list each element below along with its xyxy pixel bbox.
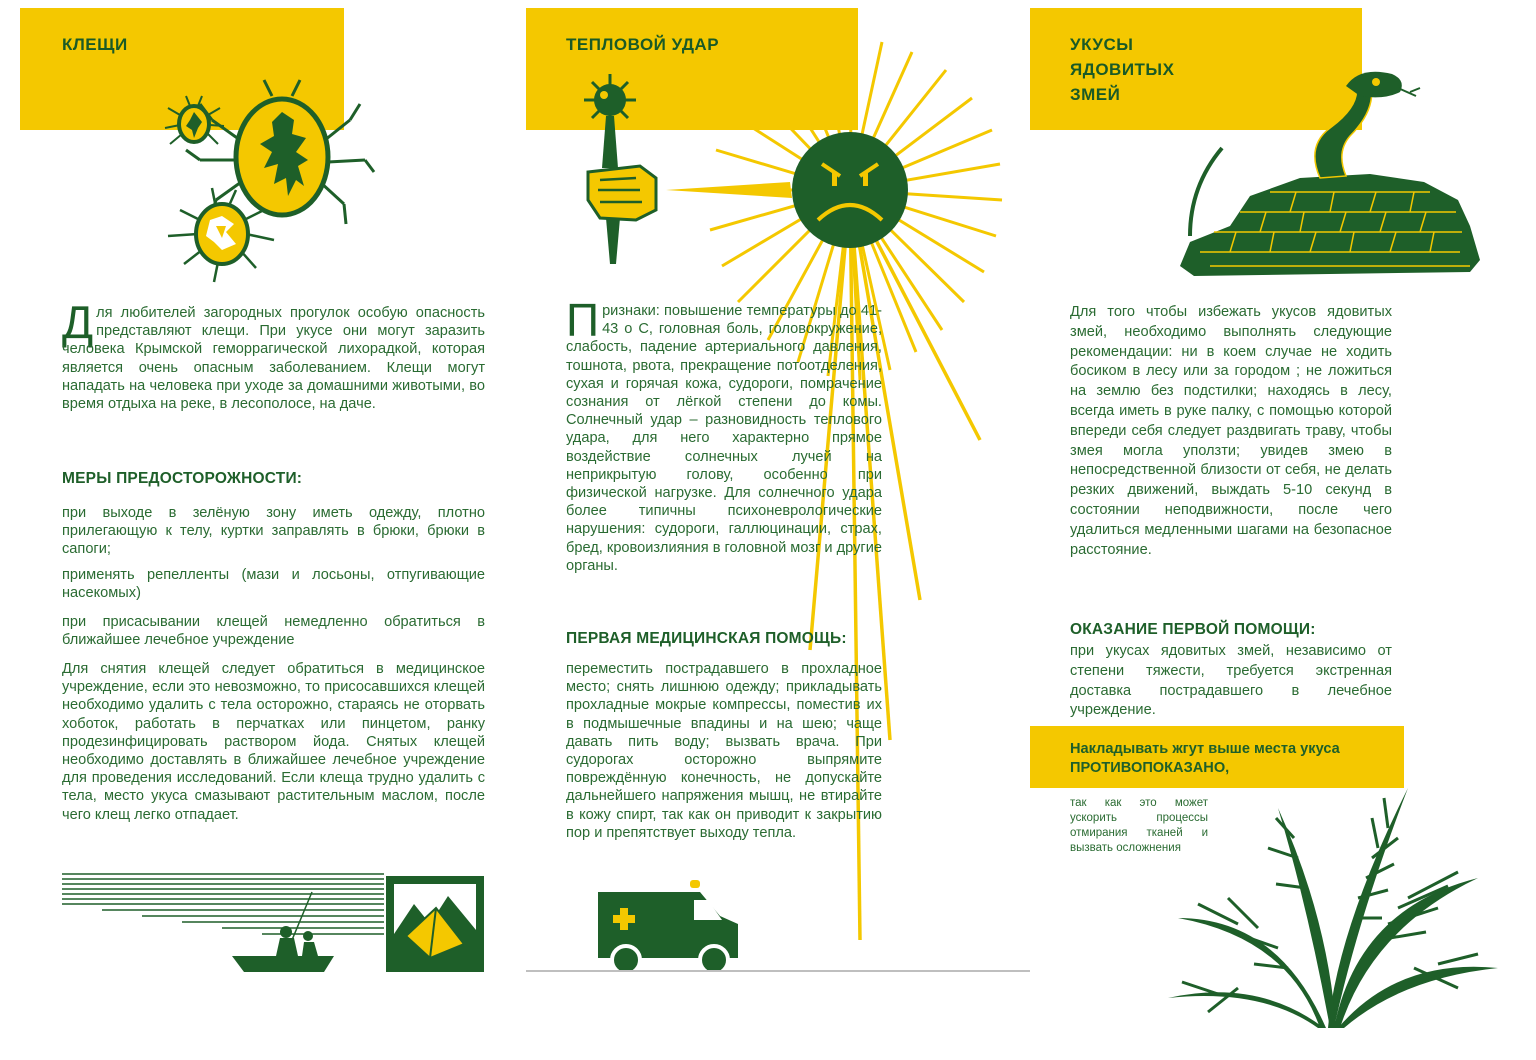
snakes-title-line-1: УКУСЫ	[1070, 35, 1134, 54]
coiled-snake-illustration	[1170, 66, 1488, 286]
heatstroke-title: ТЕПЛОВОЙ УДАР	[566, 35, 720, 54]
ticks-intro-dropcap: Д	[62, 296, 94, 348]
precautions-heading: МЕРЫ ПРЕДОСТОРОЖНОСТИ:	[62, 470, 303, 487]
heatstroke-first-aid-heading: ПЕРВАЯ МЕДИЦИНСКАЯ ПОМОЩЬ:	[566, 630, 847, 647]
ticks-intro-text: ля любителей загородных прогулок особую опасность представляют клещи. При укусе они могут заразить человека Крымской геморрагической лихорадкой, которая является очень опасным заболеванием. Клещи могут нападать на человека при уходе за домашними животыми, во время отдыха на реке, в лесополосе, на даче.	[62, 305, 485, 413]
tourniquet-warning-note: так как это может ускорить процессы отмирания тканей и вызвать осложнения	[1070, 797, 1208, 854]
ambulance-illustration	[596, 880, 742, 976]
precaution-item-1: при выходе в зелёную зону иметь одежду, плотно прилегающую к телу, куртки заправлять в брюки, брюки в сапоги;	[62, 505, 485, 558]
fishing-boat-illustration	[62, 872, 384, 976]
snakes-intro: Для того чтобы избежать укусов ядовитых змей, необходимо выполнять следующие рекомендации: ни в коем случае не ходить босиком в лесу или за городом ; не ложиться на землю без подстилки; находясь в лесу, всегда иметь в руке палку, с помощью которой впереди себя следует раздвигать траву, чтобы змея могла уползти; увидев змею в непосредственной близости от себя, не делать резких движений, выждать 5-10 секунд в состоянии неподвижности, после чего удалиться медленными шагами на безопасное расстояние.	[1070, 304, 1392, 558]
palm-leaves-illustration	[1158, 768, 1504, 1030]
tent-illustration	[384, 874, 486, 974]
precaution-item-2: применять репелленты (мази и лосьоны, отпугивающие насекомых)	[62, 567, 485, 602]
heatstroke-intro	[566, 294, 882, 575]
bottom-rule	[526, 970, 1030, 972]
snakes-first-aid-heading: ОКАЗАНИЕ ПЕРВОЙ ПОМОЩИ:	[1070, 621, 1316, 638]
ticks-intro	[62, 296, 485, 413]
heatstroke-first-aid-text: переместить пострадавшего в прохладное место; снять лишнюю одежду; прикладывать прохладные мокрые компрессы, поместив их в подмышечные впадины и на шею; чаще давать пить воду; вызвать врача. При судорогах осторожно выпрямите повреждённую конечность, не допускайте дальнейшего напряжения мышц, не втирайте в кожу спирт, так как он приводит к закрытию пор и препятствует выходу тепла.	[566, 661, 882, 841]
ticks-illustration	[160, 60, 380, 290]
precaution-item-3: при присасывании клещей немедленно обратиться в ближайшее лечебное учреждение	[62, 614, 485, 649]
tourniquet-warning-line-1: Накладывать жгут выше места укуса	[1070, 741, 1340, 757]
tourniquet-warning-line-2: ПРОТИВОПОКАЗАНО,	[1070, 760, 1230, 776]
heatstroke-intro-text: ризнаки: повышение температуры до 41-43 о С, головная боль, головокружение, слабость, падение артериального давления, тошнота, рвота, прекращение потоотделения, сухая и горячая кожа, судороги, помрачение сознания от лёгкой степени до комы. Солнечный удар – разновидность теплового удара, для него характерно прямое воздействие солнечных лучей на неприкрытую голову, особенно при физической нагрузке. Для солнечного удара более типичны психоневрологические нарушения: судороги, галлюцинации, страх, бред, кровоизлияния в головной мозг и другие органы.	[566, 303, 882, 574]
snakes-title-line-2: ЯДОВИТЫХ	[1070, 60, 1175, 79]
snakes-title-line-3: ЗМЕЙ	[1070, 85, 1121, 104]
mace-in-fist-illustration	[580, 68, 664, 268]
tick-removal-instructions: Для снятия клещей следует обратиться в медицинское учреждение, если это невозможно, то присосавшихся клещей необходимо удалить с тела осторожно, стараясь не оторвать хоботок, работать в перчатках или пинцетом, ранку продезинфицировать раствором йода. Снятых клещей необходимо доставлять в ближайшее лечебное учреждение для проведения исследований. Если клеща трудно удалить с тела, место укуса смазывают растительным маслом, после чего клещ легко отпадает.	[62, 661, 485, 823]
ticks-title: КЛЕЩИ	[62, 35, 128, 54]
snakes-first-aid-text: при укусах ядовитых змей, независимо от степени тяжести, требуется экстренная доставка пострадавшего в лечебное учреждение.	[1070, 643, 1392, 719]
heatstroke-intro-dropcap: П	[566, 294, 600, 346]
